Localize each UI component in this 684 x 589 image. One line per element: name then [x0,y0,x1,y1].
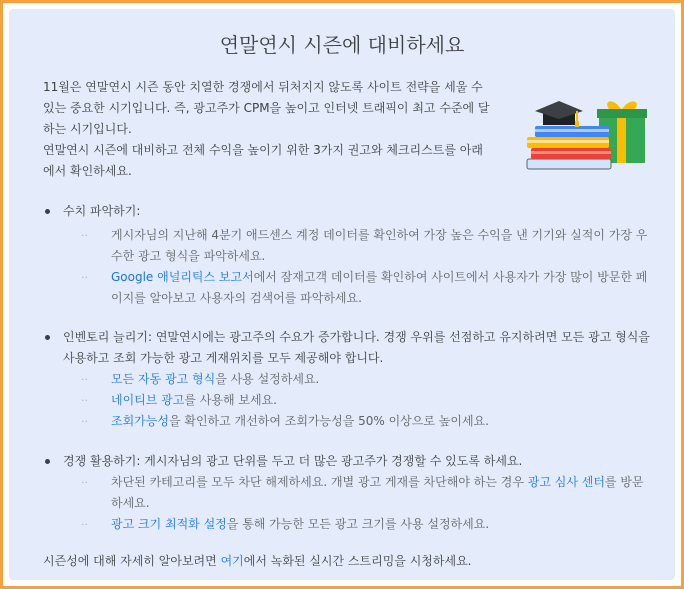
sub-item-text: 를 사용해 보세요. [184,393,277,407]
sub-item-text: 를 방문하세요. [111,475,644,510]
section-heading: 경쟁 활용하기: [63,454,141,468]
auto-ads-formats-link[interactable]: 모든 자동 광고 형식 [111,372,216,386]
sub-item-text: 게시자님의 지난해 4분기 애드센스 계정 데이터를 확인하여 가장 높은 수익을 낸 기기와 실적이 가장 우수한 광고 형식을 파악하세요. [111,228,648,263]
section-know-numbers [43,201,653,309]
outro-text-pre: 시즌성에 대해 자세히 알아보려면 [43,554,221,568]
content-card [9,9,675,580]
sub-item [43,390,653,411]
sub-bullet-icon: ·· [81,271,88,284]
native-ads-link[interactable]: 네이티브 광고 [111,393,185,407]
google-analytics-report-link[interactable]: Google 애널리틱스 보고서 [111,270,254,284]
section-heading: 인벤토리 늘리기: [63,330,153,344]
intro-paragraph-2: 연말연시 시즌에 대비하고 전체 수익을 높이기 위한 3가지 권고와 체크리스트를 아래에서 확인하세요. [43,143,483,178]
section-text: 연말연시에는 광고주의 수요가 증가합니다. 경쟁 우위를 선점하고 유지하려면 모든 광고 형식을 사용하고 조회 가능한 광고 게재위치를 모두 제공해야 합니다. [63,330,650,365]
bullet-know-numbers [43,201,653,222]
section-text: 게시자님의 광고 단위를 두고 더 많은 광고주가 경쟁할 수 있도록 하세요. [140,454,523,468]
outro-text [43,551,653,572]
sub-item [43,472,653,514]
section-heading: 수치 파악하기: [63,204,141,218]
section-leverage-competition [43,451,653,535]
sub-item-text: 을 통해 가능한 모든 광고 크기를 사용 설정하세요. [226,517,490,531]
sub-bullet-icon: ·· [81,518,88,531]
sub-item-text: 차단된 카테고리를 모두 차단 해제하세요. 개별 광고 게재를 차단해야 하는 경우 [111,475,528,489]
sub-item-text: 에서 잠재고객 데이터를 확인하여 사이트에서 사용자가 가장 많이 방문한 페이지를 알아보고 사용자의 검색어를 파악하세요. [111,270,648,305]
viewability-link[interactable]: 조회가능성 [111,414,169,428]
sub-bullet-icon: ·· [81,394,88,407]
sub-item [43,267,653,309]
bullet-grow-inventory [43,327,653,369]
intro-text [43,77,493,182]
ad-size-optimization-link[interactable]: 광고 크기 최적화 설정 [111,517,227,531]
sub-bullet-icon: ·· [81,229,88,242]
sub-item [43,225,653,267]
livestream-here-link[interactable]: 여기 [220,554,244,568]
page-title: 연말연시 시즌에 대비하세요 [219,33,465,57]
sub-item [43,411,653,432]
sub-item [43,369,653,390]
sub-item-text: 을 확인하고 개선하여 조회가능성을 50% 이상으로 높이세요. [168,414,489,428]
sub-item [43,514,653,535]
sub-bullet-icon: ·· [81,373,88,386]
ad-review-center-link[interactable]: 광고 심사 센터 [527,475,605,489]
section-grow-inventory [43,327,653,432]
sub-item-text: 을 사용 설정하세요. [215,372,320,386]
bullet-leverage-competition [43,451,653,472]
outro-text-post: 에서 녹화된 실시간 스트리밍을 시청하세요. [243,554,472,568]
books-graduation-cap-gift-illustration [517,93,657,173]
sub-bullet-icon: ·· [81,415,88,428]
intro-paragraph-1: 11월은 연말연시 시즌 동안 치열한 경쟁에서 뒤처지지 않도록 사이트 전략을 세울 수 있는 중요한 시기입니다. 즉, 광고주가 CPM을 높이고 인터넷 트래픽이 최고 수준에 달하는 시기입니다. [43,80,490,136]
sub-bullet-icon: ·· [81,476,88,489]
